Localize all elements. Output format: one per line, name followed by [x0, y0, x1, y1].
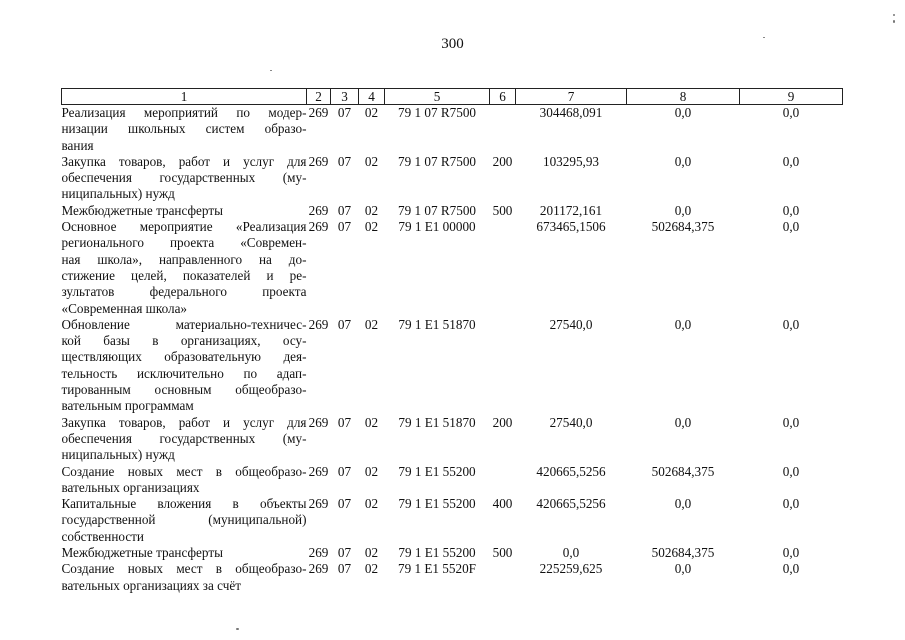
row-name-cell — [62, 317, 307, 415]
column-header: 2 — [307, 89, 331, 105]
cell-c5: 79 1 07 R7500 — [397, 153, 477, 169]
row-name-line: обеспечения государственных (му- — [61, 430, 307, 446]
cell-c7: 27540,0 — [549, 414, 593, 430]
cell-c9: 0,0 — [782, 414, 800, 430]
row-name-line: обеспечения государственных (му- — [61, 170, 307, 186]
cell-c4: 02 — [364, 561, 379, 577]
cell-c5: 79 1 E1 55200 — [398, 496, 476, 512]
cell-c6 — [490, 317, 516, 415]
scan-speck — [893, 20, 895, 23]
cell-c7: 103295,93 — [542, 153, 600, 169]
row-name-line: кой базы в организациях, осу- — [61, 333, 307, 349]
page-number: 300 — [441, 36, 464, 52]
table-row — [62, 561, 843, 594]
cell-c7: 304468,091 — [539, 105, 603, 120]
row-name-line: Основное мероприятие «Реализация — [61, 219, 307, 235]
column-header: 5 — [385, 89, 490, 105]
row-name-cell — [62, 203, 307, 219]
row-name-line: Закупка товаров, работ и услуг для — [61, 153, 307, 169]
table-row — [62, 154, 843, 203]
scan-speck — [893, 14, 895, 16]
table-row — [62, 203, 843, 219]
cell-c7: 420665,5256 — [536, 496, 606, 512]
cell-c6: 500 — [492, 202, 513, 218]
row-name-line: «Современная школа» — [61, 300, 188, 316]
row-name-line: Межбюджетные трансферты — [61, 545, 223, 561]
cell-c8: 0,0 — [674, 414, 692, 430]
cell-c8: 0,0 — [674, 202, 692, 218]
cell-c9: 0,0 — [782, 545, 800, 561]
cell-c3: 07 — [337, 202, 352, 218]
budget-table — [61, 88, 843, 594]
cell-c8: 502684,375 — [651, 219, 715, 235]
cell-c3: 07 — [337, 463, 352, 479]
cell-c4: 02 — [364, 105, 379, 120]
cell-c8: 0,0 — [674, 153, 692, 169]
row-name-line: ществляющих образовательную дея- — [61, 349, 307, 365]
row-name-line: собственности — [61, 528, 144, 544]
header-row — [62, 89, 843, 105]
cell-c9: 0,0 — [782, 316, 800, 332]
cell-c2: 269 — [308, 219, 329, 235]
cell-c9: 0,0 — [782, 496, 800, 512]
scan-speck — [763, 37, 765, 38]
cell-c4: 02 — [364, 496, 379, 512]
row-name-line: вания — [61, 137, 94, 153]
cell-c2: 269 — [308, 105, 329, 120]
cell-c2: 269 — [308, 496, 329, 512]
row-name-line: Закупка товаров, работ и услуг для — [61, 414, 307, 430]
cell-c3: 07 — [337, 105, 352, 120]
cell-c2: 269 — [308, 202, 329, 218]
column-header: 7 — [516, 89, 627, 105]
column-header: 6 — [490, 89, 516, 105]
row-name-line: государственной (муниципальной) — [61, 512, 307, 528]
cell-c3: 07 — [337, 496, 352, 512]
cell-c6 — [490, 105, 516, 154]
cell-c6: 200 — [492, 414, 513, 430]
cell-c5: 79 1 07 R7500 — [397, 202, 477, 218]
column-header: 4 — [359, 89, 385, 105]
cell-c9: 0,0 — [782, 202, 800, 218]
row-name-line: Обновление материально-техничес- — [61, 316, 307, 332]
cell-c9: 0,0 — [782, 463, 800, 479]
row-name-cell — [62, 561, 307, 594]
cell-c6: 500 — [492, 545, 513, 561]
row-name-cell — [62, 105, 307, 154]
row-name-line: регионального проекта «Современ- — [61, 235, 307, 251]
cell-c4: 02 — [364, 202, 379, 218]
row-name-cell — [62, 219, 307, 317]
table-row — [62, 464, 843, 497]
cell-c6 — [490, 561, 516, 594]
row-name-cell — [62, 496, 307, 545]
cell-c9: 0,0 — [782, 153, 800, 169]
row-name-line: стижение целей, показателей и ре- — [61, 267, 307, 283]
row-name-line: вательных организациях — [61, 479, 200, 495]
cell-c4: 02 — [364, 545, 379, 561]
cell-c6 — [490, 219, 516, 317]
cell-c2: 269 — [308, 561, 329, 577]
row-name-line: Реализация мероприятий по модер- — [61, 105, 307, 120]
cell-c5: 79 1 E1 55200 — [398, 463, 476, 479]
cell-c3: 07 — [337, 545, 352, 561]
cell-c2: 269 — [308, 463, 329, 479]
row-name-line: тельность исключительно по адап- — [61, 365, 307, 381]
cell-c5: 79 1 E1 51870 — [398, 316, 476, 332]
row-name-line: вательным программам — [61, 398, 194, 414]
row-name-cell — [62, 464, 307, 497]
column-header: 1 — [62, 89, 307, 105]
cell-c5: 79 1 E1 51870 — [398, 414, 476, 430]
scan-speck — [236, 628, 239, 630]
cell-c6: 200 — [492, 153, 513, 169]
cell-c3: 07 — [337, 153, 352, 169]
cell-c7: 420665,5256 — [536, 463, 606, 479]
cell-c3: 07 — [337, 316, 352, 332]
cell-c4: 02 — [364, 153, 379, 169]
cell-c3: 07 — [337, 219, 352, 235]
cell-c8: 0,0 — [674, 105, 692, 120]
table-row — [62, 105, 843, 154]
cell-c2: 269 — [308, 545, 329, 561]
row-name-cell — [62, 415, 307, 464]
cell-c8: 502684,375 — [651, 463, 715, 479]
table-row — [62, 317, 843, 415]
cell-c4: 02 — [364, 316, 379, 332]
table-row — [62, 415, 843, 464]
cell-c8: 0,0 — [674, 561, 692, 577]
cell-c5: 79 1 E1 5520F — [397, 561, 477, 577]
cell-c4: 02 — [364, 463, 379, 479]
cell-c6 — [490, 464, 516, 497]
row-name-line: ниципальных) нужд — [61, 186, 175, 202]
cell-c9: 0,0 — [782, 105, 800, 120]
cell-c7: 673465,1506 — [536, 219, 606, 235]
cell-c5: 79 1 E1 00000 — [398, 219, 476, 235]
column-header: 3 — [331, 89, 359, 105]
table-row — [62, 496, 843, 545]
table-header — [62, 89, 843, 105]
row-name-line: Создание новых мест в общеобразо- — [61, 463, 307, 479]
cell-c5: 79 1 E1 55200 — [398, 545, 476, 561]
cell-c6: 400 — [492, 496, 513, 512]
cell-c2: 269 — [308, 316, 329, 332]
row-name-line: зультатов федерального проекта — [61, 284, 307, 300]
table-row — [62, 219, 843, 317]
row-name-line: ная школа», направленного на до- — [61, 251, 307, 267]
cell-c7: 27540,0 — [549, 316, 593, 332]
cell-c9: 0,0 — [782, 561, 800, 577]
row-name-line: низации школьных систем образо- — [61, 121, 307, 137]
cell-c8: 0,0 — [674, 316, 692, 332]
cell-c7: 0,0 — [562, 545, 580, 561]
cell-c3: 07 — [337, 561, 352, 577]
scan-speck — [270, 70, 272, 71]
row-name-line: Капитальные вложения в объекты — [61, 496, 307, 512]
row-name-cell — [62, 154, 307, 203]
table-row — [62, 545, 843, 561]
row-name-line: Создание новых мест в общеобразо- — [61, 561, 307, 577]
row-name-line: ниципальных) нужд — [61, 447, 175, 463]
row-name-line: тированным основным общеобразо- — [61, 382, 307, 398]
cell-c9: 0,0 — [782, 219, 800, 235]
cell-c8: 502684,375 — [651, 545, 715, 561]
cell-c7: 201172,161 — [539, 202, 603, 218]
cell-c3: 07 — [337, 414, 352, 430]
column-header: 8 — [627, 89, 740, 105]
cell-c4: 02 — [364, 219, 379, 235]
cell-c8: 0,0 — [674, 496, 692, 512]
table-body — [62, 105, 843, 594]
cell-c5: 79 1 07 R7500 — [397, 105, 477, 120]
row-name-line: Межбюджетные трансферты — [61, 202, 223, 218]
cell-c4: 02 — [364, 414, 379, 430]
row-name-line: вательных организациях за счёт — [61, 577, 241, 593]
row-name-cell — [62, 545, 307, 561]
cell-c2: 269 — [308, 414, 329, 430]
cell-c2: 269 — [308, 153, 329, 169]
cell-c7: 225259,625 — [539, 561, 603, 577]
column-header: 9 — [740, 89, 843, 105]
